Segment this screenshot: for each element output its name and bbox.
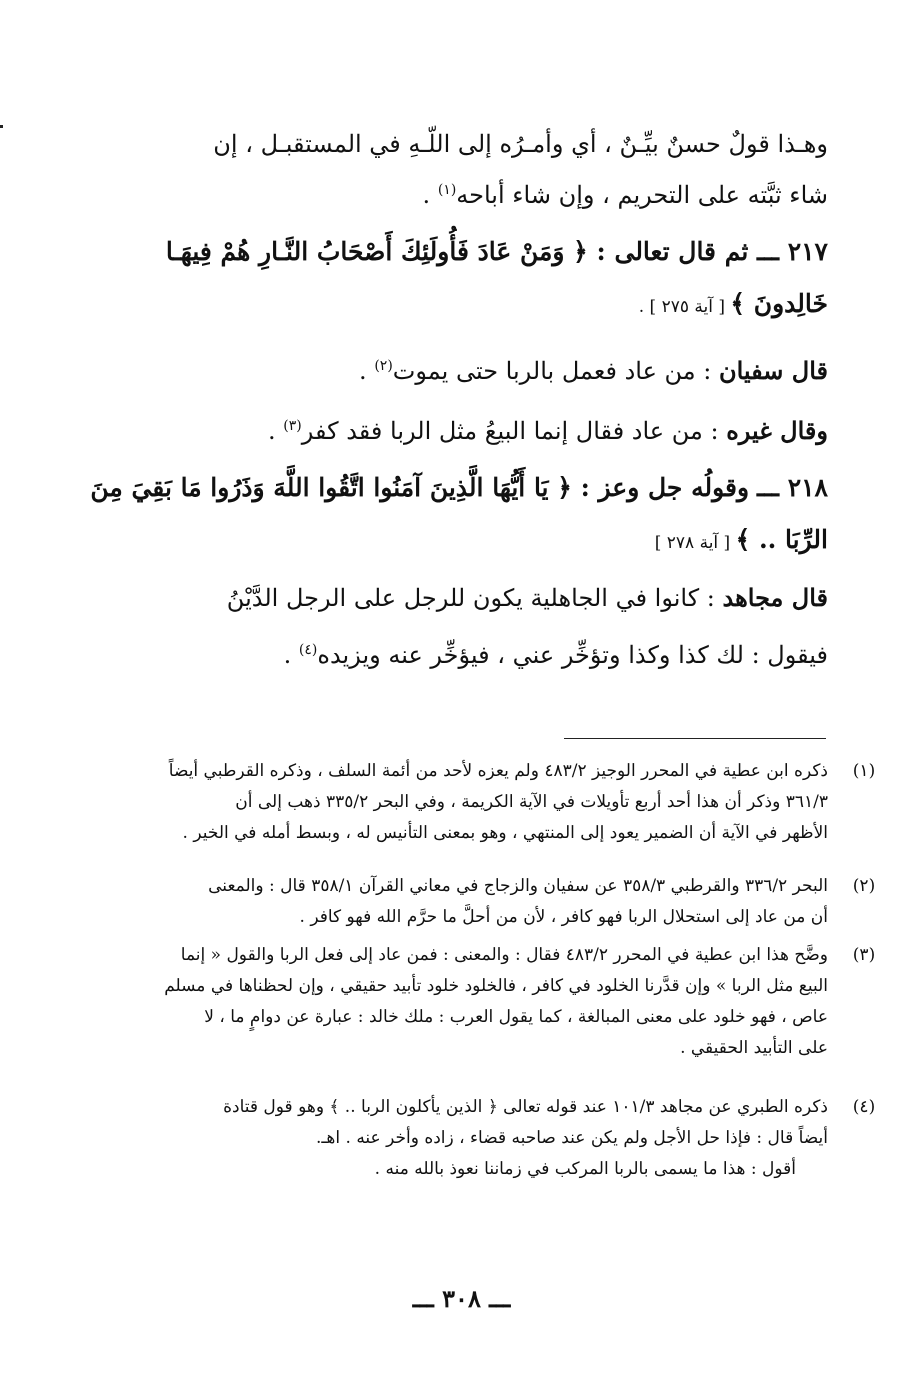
sufyan-line	[80, 340, 828, 397]
footnote-line: ذكره ابن عطية في المحرر الوجيز ٤٨٣/٢ ولم يعزه لأحد من أئمة السلف ، وذكره القرطبي أيضاً	[168, 761, 828, 781]
quran-verse: ﴿ وَمَنْ عَادَ فَأُولَئِكَ أَصْحَابُ النَّـارِ هُمْ فِيهَـا	[165, 237, 588, 266]
punctuation: .	[422, 181, 438, 209]
footnote-ref-4[interactable]: (٤)	[298, 642, 318, 658]
section-lead: ثم قال تعالى :	[587, 237, 758, 266]
page-number: ـــ ٣٠٨ ـــ	[412, 1284, 511, 1313]
footnote-line: على التأبيد الحقيقي .	[680, 1038, 828, 1058]
footnote-marker: (١)	[852, 761, 876, 781]
other-line	[80, 400, 828, 457]
footnote-line: وضَّح هذا ابن عطية في المحرر ٤٨٣/٢ فقال : والمعنى : فمن عاد إلى فعل الربا والقول « إنما	[180, 945, 828, 965]
footnote-divider	[564, 738, 826, 739]
verse-reference: [ آية ٢٧٥ ] .	[638, 297, 731, 317]
footnote-ref-2[interactable]: (٢)	[374, 358, 393, 374]
quote-text: : من عاد فعمل بالربا حتى يموت	[392, 357, 719, 385]
footnote-marker: (٤)	[852, 1097, 876, 1117]
punctuation: .	[283, 641, 299, 669]
footnote-ref-1[interactable]: (١)	[437, 182, 457, 198]
footnote-ref-3[interactable]: (٣)	[283, 418, 302, 434]
footnote-line: عاص ، فهو خلود على معنى المبالغة ، كما يقول العرب : ملك خالد : عبارة عن دوامٍ ما ، لا	[204, 1007, 828, 1027]
mujahid-line-2	[80, 624, 828, 681]
section-218-line-2	[80, 514, 828, 569]
footnote-3	[80, 940, 876, 1064]
paragraph-text: وهـذا قولٌ حسنٌ بيِّـنٌ ، أي وأمـرُه إلى اللّـهِ في المستقبـل ، إن	[213, 130, 828, 158]
scan-edge-mark	[0, 125, 3, 128]
section-217-line-1	[80, 226, 828, 278]
footnote-line: البحر ٣٣٦/٢ والقرطبي ٣٥٨/٣ عن سفيان والزجاج في معاني القرآن ٣٥٨/١ قال : والمعنى	[208, 876, 828, 896]
paragraph-1-line-1	[80, 118, 828, 170]
punctuation: .	[268, 417, 284, 445]
verse-reference: [ آية ٢٧٨ ]	[654, 533, 736, 553]
quote-text: فيقول : لك كذا وكذا وتؤخِّر عني ، فيؤخِّر عنه ويزيده	[317, 641, 828, 669]
footnote-marker: (٣)	[852, 945, 876, 965]
speaker-name: قال مجاهد	[722, 583, 828, 612]
footnote-4	[80, 1092, 876, 1185]
quote-text: : من عاد فقال إنما البيعُ مثل الربا فقد كفر	[301, 417, 727, 445]
footnote-line: ذكره الطبري عن مجاهد ١٠١/٣ عند قوله تعالى ﴿ الذين يأكلون الربا .. ﴾ وهو قول قتادة	[223, 1097, 828, 1117]
punctuation: .	[359, 357, 375, 385]
footnote-line: أيضاً قال : فإذا حل الأجل ولم يكن عند صاحبه قضاء ، زاده وأخر عنه . اهـ.	[316, 1128, 828, 1148]
quran-verse: خَالِدونَ ﴾	[730, 289, 828, 318]
paragraph-text: شاء ثبَّته على التحريم ، وإن شاء أباحه	[456, 181, 828, 209]
footnote-line: الأظهر في الآية أن الضمير يعود إلى المنتهي ، وهو بمعنى التأنيس له ، وبسط أمله في الخير .	[182, 823, 828, 843]
footnote-line: ٣٦١/٣ وذكر أن هذا أحد أربع تأويلات في الآية الكريمة ، وفي البحر ٣٣٥/٢ ذهب إلى أن	[235, 792, 828, 812]
mujahid-line-1	[80, 572, 828, 624]
quran-verse: ﴿ يَا أَيُّهَا الَّذِينَ آمَنُوا اتَّقُوا اللَّهَ وَذَرُوا مَا بَقِيَ مِنَ	[90, 473, 572, 502]
footnote-1	[80, 756, 876, 849]
footnote-line: البيع مثل الربا » وإن قدَّرنا الخلود في كافر ، فالخلود خلود تأبيد حقيقي ، وإن لحظناها في مسلم	[164, 976, 828, 996]
section-218-line-1	[80, 462, 828, 514]
section-number: ٢١٨ ـــ	[757, 473, 828, 502]
paragraph-1-line-2	[80, 164, 828, 221]
quote-text: : كانوا في الجاهلية يكون للرجل على الرجل الدَّيْنُ	[226, 584, 723, 612]
footnote-marker: (٢)	[852, 876, 876, 896]
speaker-name: قال سفيان	[718, 356, 828, 385]
section-number: ٢١٧ ـــ	[757, 237, 828, 266]
section-lead: وقولُه جل وعز :	[571, 473, 750, 502]
quran-verse: الرِّبَا .. ﴾	[735, 525, 828, 554]
section-217-line-2	[80, 278, 828, 333]
footnote-line: أقول : هذا ما يسمى بالربا المركب في زماننا نعوذ بالله منه .	[374, 1159, 796, 1179]
footnote-line: أن من عاد إلى استحلال الربا فهو كافر ، لأن من أحلَّ ما حرَّم الله فهو كافر .	[299, 907, 828, 927]
footnote-2	[80, 871, 876, 933]
speaker-name: وقال غيره	[726, 416, 828, 445]
